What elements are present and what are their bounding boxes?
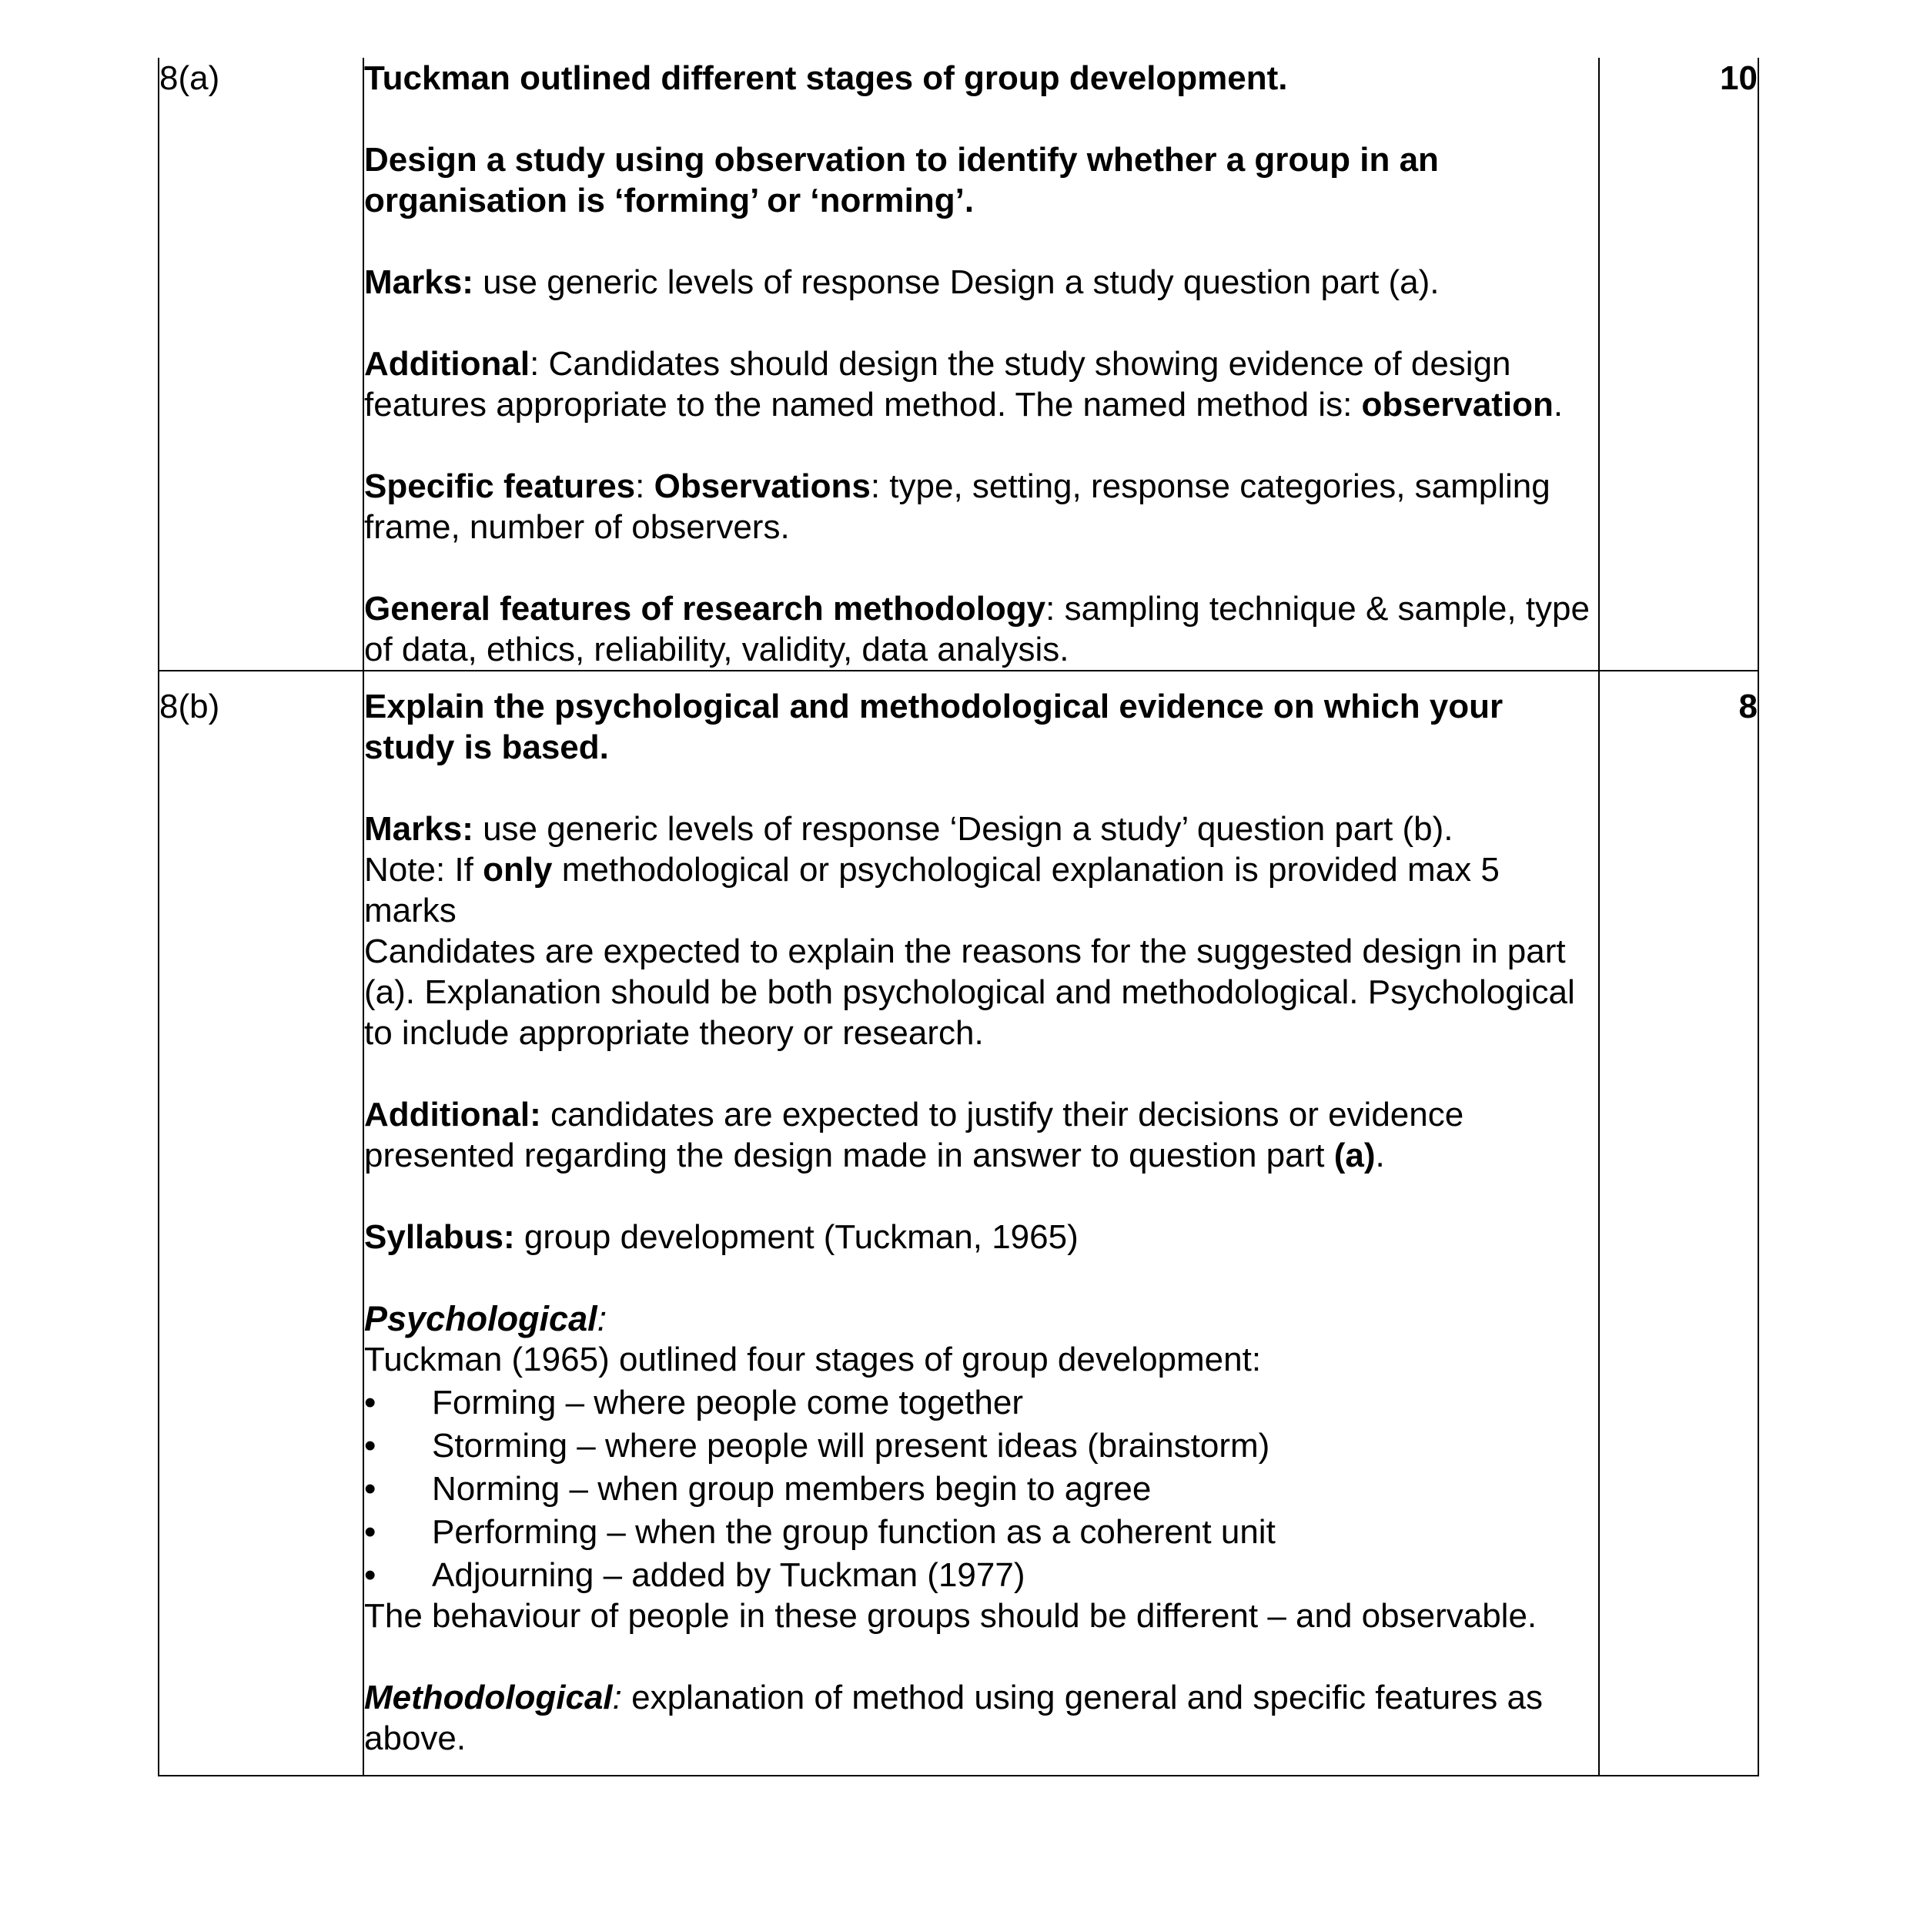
- bullet-icon: •: [364, 1513, 376, 1551]
- marks-value: 10: [1599, 58, 1758, 671]
- methodological-note: Methodological: explanation of method using general and specific features as above.: [364, 1679, 1543, 1757]
- list-item: • Adjourning – added by Tuckman (1977): [364, 1556, 1025, 1594]
- marks-value: 8: [1599, 671, 1758, 1776]
- question-title: Tuckman outlined different stages of group development.: [364, 59, 1288, 97]
- general-features: General features of research methodology: sampling technique & sample, type of data, ethics, reliability, validity, data analysis.: [364, 590, 1590, 668]
- mark-scheme-table: [158, 58, 1759, 1776]
- bullet-icon: •: [364, 1384, 376, 1421]
- marks-note: Note: If only methodological or psychological explanation is provided max 5 marks: [364, 851, 1500, 929]
- syllabus-reference: Syllabus: group development (Tuckman, 1965): [364, 1218, 1079, 1256]
- list-item: • Storming – where people will present ideas (brainstorm): [364, 1427, 1270, 1465]
- bullet-icon: •: [364, 1427, 376, 1465]
- stages-list: [364, 1382, 1598, 1595]
- specific-features: Specific features: Observations: type, setting, response categories, sampling frame, number of observers.: [364, 467, 1550, 546]
- question-title: Explain the psychological and methodological evidence on which your study is based.: [364, 688, 1504, 766]
- list-item: • Forming – where people come together: [364, 1384, 1023, 1421]
- expected-explanation: Candidates are expected to explain the reasons for the suggested design in part (a). Explanation should be both psychological and methodological. Psychological to include appropriate theory or research.: [364, 933, 1575, 1052]
- list-item: • Performing – when the group function as a coherent unit: [364, 1513, 1276, 1551]
- psychological-heading: Psychological:: [364, 1299, 607, 1338]
- table-row-8a: [159, 58, 1758, 671]
- answer-cell: [363, 671, 1599, 1776]
- marks-guidance: Marks: use generic levels of response Design a study question part (a).: [364, 263, 1440, 301]
- list-item: • Norming – when group members begin to agree: [364, 1470, 1152, 1508]
- additional-guidance: Additional: candidates are expected to justify their decisions or evidence presented regarding the design made in answer to question part (a).: [364, 1096, 1464, 1174]
- bullet-icon: •: [364, 1470, 376, 1508]
- psychological-intro: Tuckman (1965) outlined four stages of group development:: [364, 1341, 1262, 1378]
- question-number: 8(b): [159, 671, 363, 1776]
- psychological-closing: The behaviour of people in these groups should be different – and observable.: [364, 1597, 1537, 1635]
- table-row-8b: [159, 671, 1758, 1776]
- question-prompt: Design a study using observation to identify whether a group in an organisation is ‘forming’ or ‘norming’.: [364, 141, 1439, 219]
- question-number: 8(a): [159, 58, 363, 671]
- marks-guidance: Marks: use generic levels of response ‘Design a study’ question part (b).: [364, 810, 1453, 848]
- bullet-icon: •: [364, 1556, 376, 1594]
- additional-guidance: Additional: Candidates should design the study showing evidence of design features appropriate to the named method. The named method is: observation.: [364, 345, 1564, 424]
- answer-cell: [363, 58, 1599, 671]
